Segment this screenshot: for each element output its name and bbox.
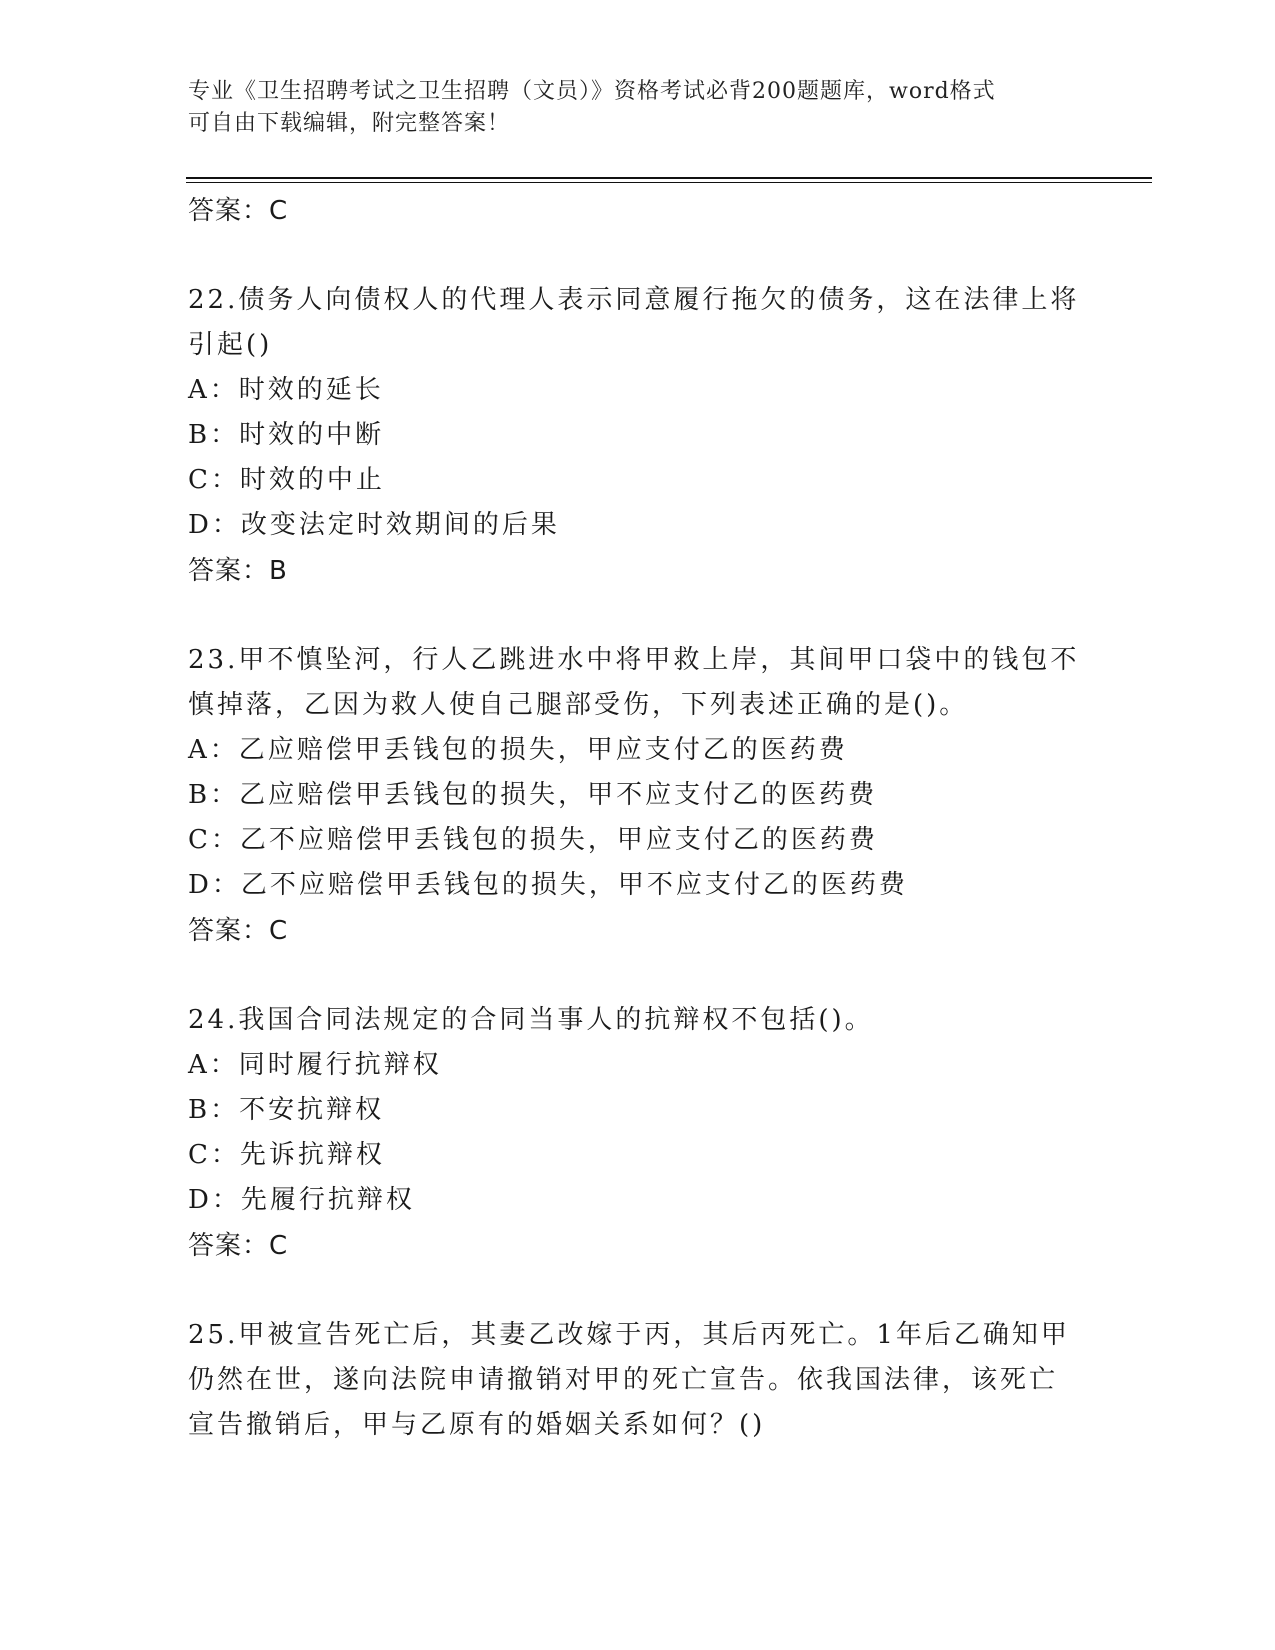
option-b: B：不安抗辩权 — [188, 1095, 385, 1125]
question-stem — [188, 638, 1088, 728]
option-c: C：先诉抗辩权 — [188, 1140, 385, 1170]
option-d: D：乙不应赔偿甲丢钱包的损失，甲不应支付乙的医药费 — [188, 870, 908, 900]
question-stem — [188, 278, 1088, 368]
option-b: B：乙应赔偿甲丢钱包的损失，甲不应支付乙的医药费 — [188, 780, 878, 810]
option-d: D：改变法定时效期间的后果 — [188, 510, 560, 540]
question-23 — [188, 638, 1088, 954]
stem-line: 引起() — [188, 330, 273, 360]
stem-line: 慎掉落，乙因为救人使自己腿部受伤，下列表述正确的是()。 — [188, 690, 969, 720]
option-a: A：时效的延长 — [188, 375, 384, 405]
header-line-1: 专业《卫生招聘考试之卫生招聘（文员）》资格考试必背200题题库，word格式 — [188, 79, 996, 104]
document-header — [188, 76, 1088, 140]
option-a: A：乙应赔偿甲丢钱包的损失，甲应支付乙的医药费 — [188, 735, 848, 765]
answer: 答案：C — [188, 1231, 289, 1261]
stem-line: 24.我国合同法规定的合同当事人的抗辩权不包括()。 — [188, 1005, 874, 1035]
answer: 答案：B — [188, 556, 288, 586]
question-24 — [188, 998, 1088, 1269]
question-25 — [188, 1313, 1088, 1448]
stem-line: 23.甲不慎坠河，行人乙跳进水中将甲救上岸，其间甲口袋中的钱包不 — [188, 645, 1080, 675]
header-line-2: 可自由下载编辑，附完整答案！ — [188, 111, 511, 136]
option-d: D：先履行抗辩权 — [188, 1185, 415, 1215]
stem-line: 25.甲被宣告死亡后，其妻乙改嫁于丙，其后丙死亡。1年后乙确知甲 — [188, 1320, 1070, 1350]
option-c: C：乙不应赔偿甲丢钱包的损失，甲应支付乙的医药费 — [188, 825, 878, 855]
question-22 — [188, 278, 1088, 594]
option-a: A：同时履行抗辩权 — [188, 1050, 442, 1080]
header-rule-thick — [186, 177, 1152, 179]
option-c: C：时效的中止 — [188, 465, 385, 495]
stem-line: 宣告撤销后，甲与乙原有的婚姻关系如何？() — [188, 1410, 766, 1440]
answer: 答案：C — [188, 916, 289, 946]
question-stem — [188, 1313, 1088, 1448]
previous-answer: 答案：C — [188, 196, 289, 226]
question-stem — [188, 998, 1088, 1043]
header-rule-thin — [186, 182, 1152, 183]
stem-line: 22.债务人向债权人的代理人表示同意履行拖欠的债务，这在法律上将 — [188, 285, 1080, 315]
question-list — [188, 188, 1088, 1448]
option-b: B：时效的中断 — [188, 420, 385, 450]
stem-line: 仍然在世，遂向法院申请撤销对甲的死亡宣告。依我国法律，该死亡 — [188, 1365, 1059, 1395]
